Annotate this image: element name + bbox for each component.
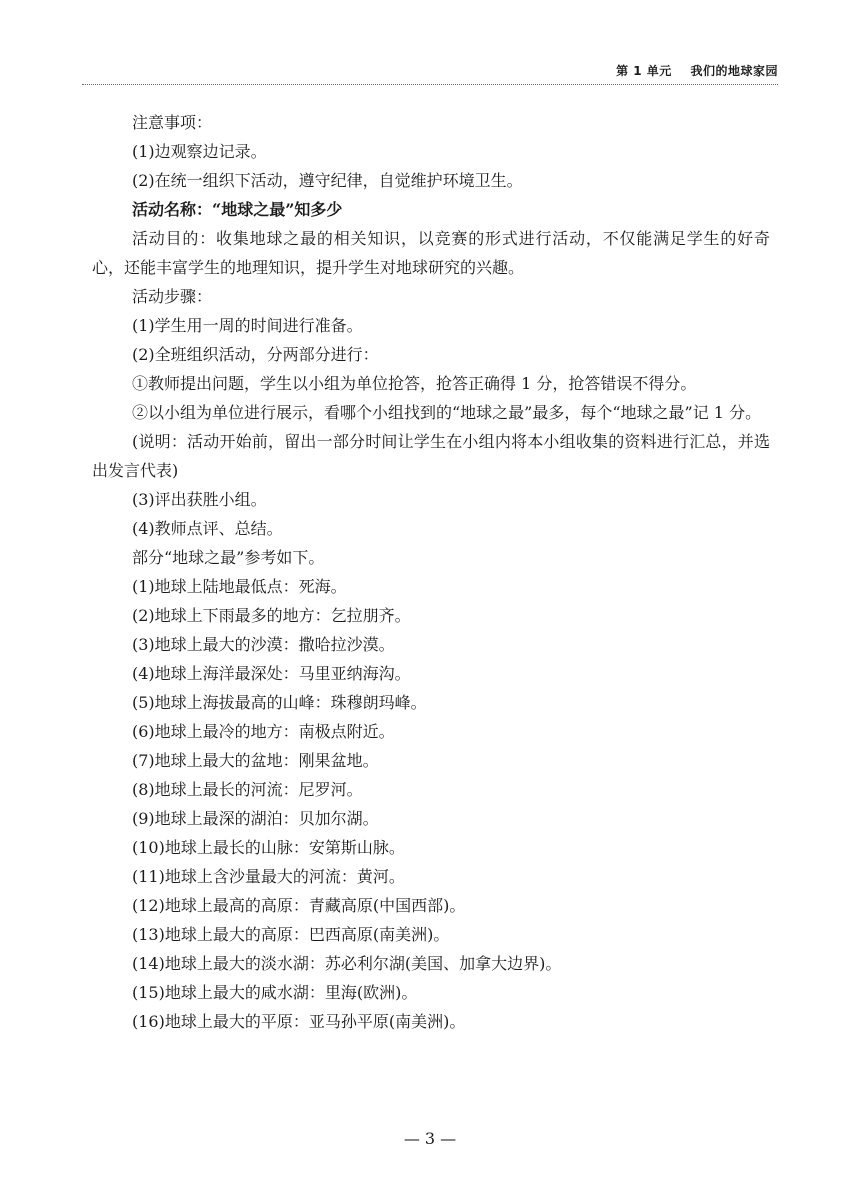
paragraph: (4)教师点评、总结。 xyxy=(132,519,283,538)
paragraph: 活动步骤： xyxy=(132,287,213,306)
paragraph: (6)地球上最冷的地方：南极点附近。 xyxy=(132,722,395,741)
paragraph: (12)地球上最高的高原：青藏高原(中国西部)。 xyxy=(132,896,466,915)
paragraph: (2)地球上下雨最多的地方：乞拉朋齐。 xyxy=(132,606,411,625)
paragraph: (4)地球上海洋最深处：马里亚纳海沟。 xyxy=(132,664,411,683)
paragraph: 注意事项： xyxy=(132,113,213,132)
paragraph: (3)评出获胜小组。 xyxy=(132,490,267,509)
paragraph: 活动目的：收集地球之最的相关知识，以竞赛的形式进行活动，不仅能满足学生的好奇心，还能丰富学生的地理知识，提升学生对地球研究的兴趣。 xyxy=(92,229,770,277)
header-divider xyxy=(82,84,778,85)
paragraph: (8)地球上最长的河流：尼罗河。 xyxy=(132,780,363,799)
paragraph: (3)地球上最大的沙漠：撒哈拉沙漠。 xyxy=(132,635,395,654)
paragraph: (5)地球上海拔最高的山峰：珠穆朗玛峰。 xyxy=(132,693,427,712)
paragraph: (9)地球上最深的湖泊：贝加尔湖。 xyxy=(132,809,379,828)
paragraph: (2)全班组织活动，分两部分进行： xyxy=(132,345,379,364)
header-unit: 第 1 单元 xyxy=(616,64,672,78)
header-title: 我们的地球家园 xyxy=(690,64,778,78)
section-heading: 活动名称：“地球之最”知多少 xyxy=(132,200,343,219)
paragraph: (2)在统一组织下活动，遵守纪律，自觉维护环境卫生。 xyxy=(132,171,523,190)
paragraph: (11)地球上含沙量最大的河流：黄河。 xyxy=(132,867,405,886)
paragraph: (1)边观察边记录。 xyxy=(132,142,267,161)
running-header xyxy=(602,62,778,79)
paragraph: (10)地球上最长的山脉：安第斯山脉。 xyxy=(132,838,405,857)
paragraph: (7)地球上最大的盆地：刚果盆地。 xyxy=(132,751,379,770)
paragraph: (13)地球上最大的高原：巴西高原(南美洲)。 xyxy=(132,925,450,944)
paragraph: (说明：活动开始前，留出一部分时间让学生在小组内将本小组收集的资料进行汇总，并选出发言代表) xyxy=(92,432,770,480)
paragraph: 部分“地球之最”参考如下。 xyxy=(132,548,325,567)
page-body xyxy=(92,108,770,1036)
page-number: — 3 — xyxy=(403,1129,457,1148)
paragraph: (16)地球上最大的平原：亚马孙平原(南美洲)。 xyxy=(132,1012,466,1031)
paragraph: (14)地球上最大的淡水湖：苏必利尔湖(美国、加拿大边界)。 xyxy=(132,954,562,973)
paragraph: ①教师提出问题，学生以小组为单位抢答，抢答正确得 1 分，抢答错误不得分。 xyxy=(132,374,697,393)
paragraph: (1)地球上陆地最低点：死海。 xyxy=(132,577,347,596)
paragraph: (15)地球上最大的咸水湖：里海(欧洲)。 xyxy=(132,983,418,1002)
paragraph: ②以小组为单位进行展示，看哪个小组找到的“地球之最”最多，每个“地球之最”记 1 分。 xyxy=(132,403,762,422)
paragraph: (1)学生用一周的时间进行准备。 xyxy=(132,316,363,335)
